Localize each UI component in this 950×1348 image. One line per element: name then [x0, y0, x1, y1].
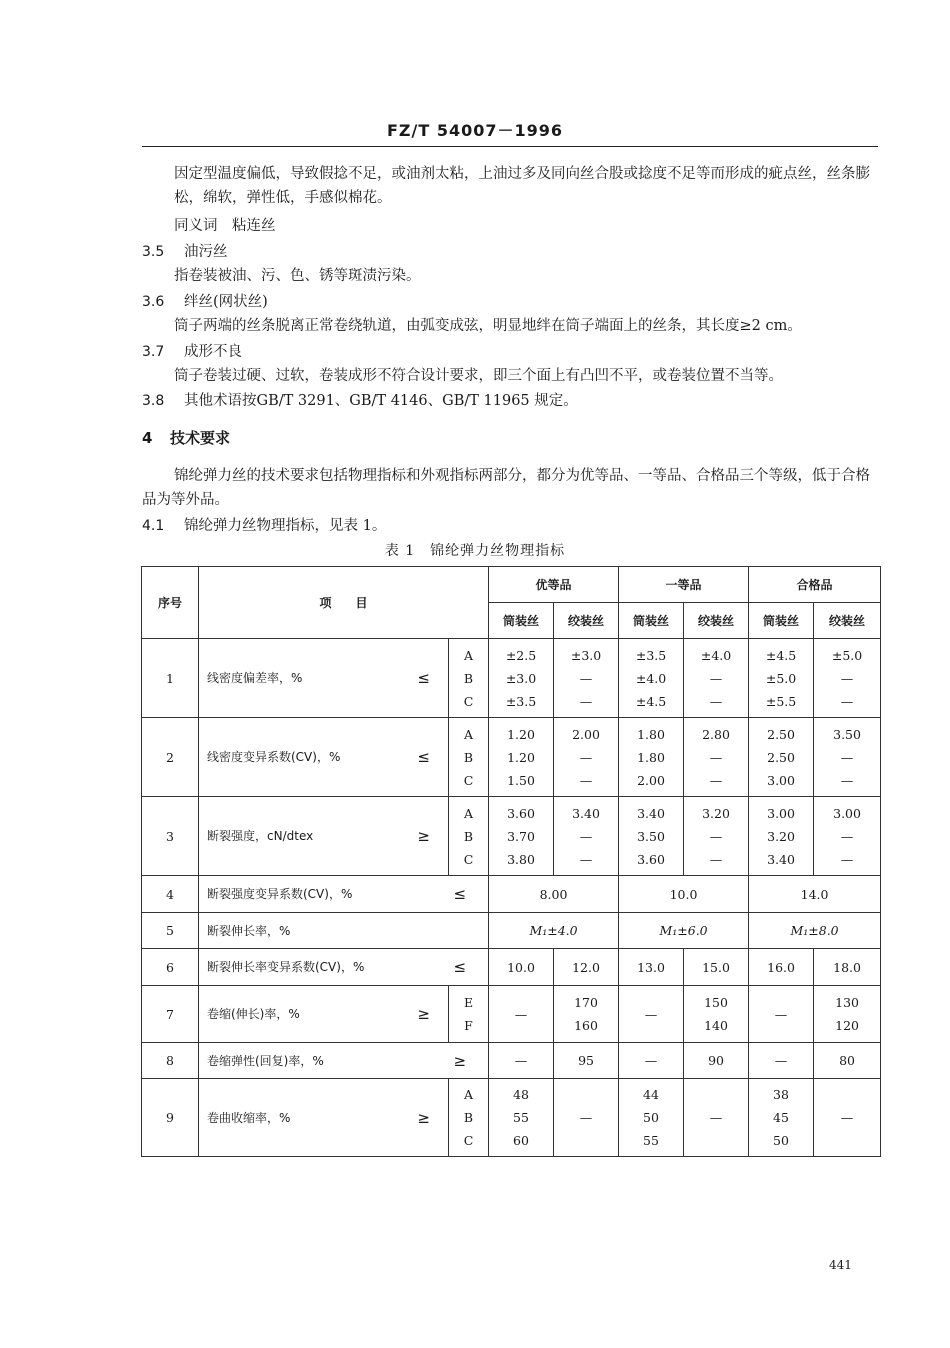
section-3-5-text: 指卷装被油、污、色、锈等斑渍污染。	[174, 268, 421, 284]
value: —	[579, 828, 593, 844]
item-label: 断裂伸长率变异系数(CV)，%	[207, 960, 365, 974]
value: —	[709, 772, 723, 788]
comparison-symbol: ≥	[417, 1108, 430, 1127]
document-header: FZ/T 54007－1996	[386, 121, 564, 140]
value: —	[579, 670, 593, 686]
section-number: 4	[142, 429, 153, 447]
value: 38	[773, 1087, 789, 1102]
comparison-symbol: ≥	[453, 1051, 467, 1070]
section-title: 成形不良	[184, 344, 242, 360]
value: ±3.5	[505, 693, 537, 709]
value: ±4.5	[765, 647, 797, 663]
value-cell: 13.0	[619, 949, 684, 986]
value: ±4.0	[700, 647, 732, 663]
value-cell	[749, 639, 814, 718]
section-number: 4.1	[142, 518, 165, 534]
row-number: 3	[142, 797, 199, 876]
value-cell: 12.0	[554, 949, 619, 986]
physical-index-table	[141, 566, 881, 1157]
value: —	[840, 670, 854, 686]
value-cell: 16.0	[749, 949, 814, 986]
value: —	[709, 828, 723, 844]
para-text: 因定型温度偏低，导致假捻不足，或油剂太粘，上油过多及同向丝合股或捻度不足等而形成的疵点丝，丝条膨松，绵软，弹性低，手感似棉花。	[174, 166, 870, 206]
row-number: 6	[142, 949, 199, 986]
class-label: C	[463, 851, 474, 867]
table-row	[142, 1079, 881, 1157]
col-header-grade-qualified: 合格品	[749, 567, 881, 603]
value: 1.20	[507, 749, 535, 765]
class-cell	[449, 1079, 489, 1157]
value: 3.20	[767, 828, 795, 844]
value-cell: M₁±4.0	[489, 913, 619, 949]
class-cell	[449, 797, 489, 876]
col-header-bobbin: 筒装丝	[619, 603, 684, 639]
value: 3.50	[833, 726, 861, 742]
value: 140	[704, 1018, 728, 1033]
col-header-bobbin: 筒装丝	[749, 603, 814, 639]
value-cell: —	[489, 986, 554, 1043]
item-label: 卷缩(伸长)率，%	[207, 1007, 300, 1021]
comparison-symbol: ≤	[417, 669, 430, 687]
value: 3.40	[572, 805, 600, 821]
row-item: 断裂伸长率，%	[199, 913, 489, 949]
row-item	[199, 718, 449, 797]
class-label: E	[463, 995, 474, 1010]
section-number: 3.7	[142, 344, 165, 360]
row-number: 2	[142, 718, 199, 797]
section-3-5-heading	[142, 240, 882, 264]
row-item	[199, 986, 449, 1043]
value-cell: —	[814, 1079, 881, 1157]
row-item	[199, 797, 449, 876]
page-number: 441	[829, 1258, 852, 1272]
value: ±5.5	[765, 693, 797, 709]
value-cell	[684, 639, 749, 718]
value: 3.80	[507, 851, 535, 867]
comparison-symbol: ≥	[417, 827, 430, 845]
value-cell: 14.0	[749, 876, 881, 913]
table-row	[142, 1043, 881, 1079]
section-title: 绊丝(网状丝)	[184, 294, 268, 310]
section-number: 3.6	[142, 294, 165, 310]
row-item	[199, 949, 489, 986]
section-text: 锦纶弹力丝物理指标，见表 1。	[184, 518, 387, 534]
class-label: B	[463, 749, 474, 765]
value-cell: —	[619, 986, 684, 1043]
value-cell: —	[554, 1079, 619, 1157]
value: 1.80	[637, 726, 665, 742]
section-3-6-heading	[142, 290, 882, 314]
class-label: C	[463, 772, 474, 788]
value-cell	[814, 718, 881, 797]
item-label: 线密度偏差率，%	[207, 671, 303, 685]
value-cell	[814, 639, 881, 718]
value: 45	[773, 1110, 789, 1125]
section-3-6-text: 筒子两端的丝条脱离正常卷绕轨道，由弧变成弦，明显地绊在筒子端面上的丝条，其长度≥2 cm。	[174, 318, 802, 334]
value-cell: 15.0	[684, 949, 749, 986]
row-number: 8	[142, 1043, 199, 1079]
value: ±3.5	[635, 647, 667, 663]
col-header-no: 序号	[142, 567, 199, 639]
value: ±3.0	[570, 647, 602, 663]
class-label: C	[463, 693, 474, 709]
section-3-8	[142, 389, 882, 413]
class-cell	[449, 986, 489, 1043]
class-label: A	[463, 1087, 474, 1102]
class-label: A	[463, 647, 474, 663]
value: 2.50	[767, 726, 795, 742]
class-cell	[449, 639, 489, 718]
value: ±5.0	[831, 647, 863, 663]
value: —	[840, 772, 854, 788]
value-cell	[554, 639, 619, 718]
row-number: 1	[142, 639, 199, 718]
item-label: 卷曲收缩率，%	[207, 1110, 291, 1125]
value-cell	[489, 639, 554, 718]
value: —	[840, 851, 854, 867]
section-4-text: 锦纶弹力丝的技术要求包括物理指标和外观指标两部分，都分为优等品、一等品、合格品三个等级，低于合格品为等外品。	[142, 468, 870, 508]
value: 3.40	[767, 851, 795, 867]
value-cell: —	[489, 1043, 554, 1079]
value: —	[579, 749, 593, 765]
value: 1.20	[507, 726, 535, 742]
class-label: A	[463, 805, 474, 821]
section-text: 其他术语按GB/T 3291、GB/T 4146、GB/T 11965 规定。	[184, 393, 578, 409]
value: 50	[643, 1110, 659, 1125]
value-cell	[489, 797, 554, 876]
value: 3.70	[507, 828, 535, 844]
table-row	[142, 639, 881, 718]
value: 55	[643, 1133, 659, 1148]
row-number: 9	[142, 1079, 199, 1157]
value: 2.80	[702, 726, 730, 742]
class-cell	[449, 718, 489, 797]
value-cell: —	[684, 1079, 749, 1157]
value: 3.40	[637, 805, 665, 821]
col-header-hank: 绞装丝	[554, 603, 619, 639]
section-3-7-heading	[142, 340, 882, 364]
row-number: 7	[142, 986, 199, 1043]
table-row	[142, 913, 881, 949]
comparison-symbol: ≤	[453, 958, 467, 976]
value: —	[579, 772, 593, 788]
item-label: 线密度变异系数(CV)，%	[207, 750, 341, 764]
value: —	[709, 693, 723, 709]
table-row	[142, 876, 881, 913]
value-cell: 95	[554, 1043, 619, 1079]
value: 3.00	[833, 805, 861, 821]
class-label: B	[463, 670, 474, 686]
col-header-item: 项 目	[199, 567, 489, 639]
value-cell: 18.0	[814, 949, 881, 986]
section-number: 3.5	[142, 244, 165, 260]
table-row	[142, 986, 881, 1043]
synonym-line: 同义词 粘连丝	[174, 218, 276, 234]
item-label: 断裂强度变异系数(CV)，%	[207, 887, 353, 901]
table-caption: 表 1 锦纶弹力丝物理指标	[384, 543, 566, 559]
header-row-grades	[142, 567, 881, 603]
value: 170	[574, 995, 598, 1010]
class-label: B	[463, 1110, 474, 1125]
value: 2.00	[572, 726, 600, 742]
value: 3.50	[637, 828, 665, 844]
col-header-bobbin: 筒装丝	[489, 603, 554, 639]
col-header-hank: 绞装丝	[814, 603, 881, 639]
value-cell: —	[749, 1043, 814, 1079]
class-label: F	[464, 1018, 473, 1033]
value-cell: M₁±6.0	[619, 913, 749, 949]
value: 48	[513, 1087, 529, 1102]
value: 130	[835, 995, 859, 1010]
section-number: 3.8	[142, 393, 165, 409]
value: ±3.0	[505, 670, 537, 686]
value-cell	[489, 1079, 554, 1157]
value: 3.20	[702, 805, 730, 821]
value-cell	[619, 797, 684, 876]
value: —	[840, 693, 854, 709]
value-cell	[814, 797, 881, 876]
row-number: 5	[142, 913, 199, 949]
class-label: A	[463, 726, 474, 742]
value-cell	[619, 1079, 684, 1157]
value: 2.50	[767, 749, 795, 765]
value-cell	[684, 986, 749, 1043]
value-cell	[619, 718, 684, 797]
value: 1.80	[637, 749, 665, 765]
table-row	[142, 949, 881, 986]
value: 150	[704, 995, 728, 1010]
col-header-grade-first: 一等品	[619, 567, 749, 603]
table-row	[142, 797, 881, 876]
item-label: 卷缩弹性(回复)率，%	[207, 1053, 324, 1068]
value-cell	[749, 1079, 814, 1157]
value-cell: M₁±8.0	[749, 913, 881, 949]
value: —	[579, 851, 593, 867]
value-cell: 80	[814, 1043, 881, 1079]
section-title: 油污丝	[184, 244, 228, 260]
value-cell: 10.0	[489, 949, 554, 986]
value: 3.00	[767, 805, 795, 821]
comparison-symbol: ≤	[453, 885, 467, 903]
value: 50	[773, 1133, 789, 1148]
row-item	[199, 876, 489, 913]
value: 44	[643, 1087, 659, 1102]
value: ±4.0	[635, 670, 667, 686]
col-header-hank: 绞装丝	[684, 603, 749, 639]
section-4-heading	[142, 426, 882, 451]
value-cell: 10.0	[619, 876, 749, 913]
value-cell	[554, 718, 619, 797]
section-title: 技术要求	[170, 429, 231, 447]
item-label: 断裂强度，cN/dtex	[207, 829, 314, 843]
row-item	[199, 639, 449, 718]
value: 120	[835, 1018, 859, 1033]
value-cell	[489, 718, 554, 797]
value-cell: —	[749, 986, 814, 1043]
paragraph-continued	[142, 162, 882, 210]
value-cell	[619, 639, 684, 718]
value-cell	[814, 986, 881, 1043]
value: —	[579, 693, 593, 709]
value: 2.00	[637, 772, 665, 788]
value: —	[709, 749, 723, 765]
row-item	[199, 1079, 449, 1157]
value: 55	[513, 1110, 529, 1125]
value-cell	[749, 797, 814, 876]
value-cell	[684, 718, 749, 797]
col-header-grade-premium: 优等品	[489, 567, 619, 603]
value-cell: —	[619, 1043, 684, 1079]
comparison-symbol: ≤	[417, 748, 430, 766]
value-cell: 90	[684, 1043, 749, 1079]
value-cell	[749, 718, 814, 797]
value: —	[840, 749, 854, 765]
header-rule	[142, 146, 878, 147]
value: 60	[513, 1133, 529, 1148]
section-3-7-text: 筒子卷装过硬、过软，卷装成形不符合设计要求，即三个面上有凸凹不平，或卷装位置不当等。	[174, 368, 783, 384]
value-cell: 8.00	[489, 876, 619, 913]
value: —	[840, 828, 854, 844]
value: —	[709, 670, 723, 686]
value: 160	[574, 1018, 598, 1033]
value-cell	[554, 797, 619, 876]
comparison-symbol: ≥	[417, 1005, 430, 1023]
class-label: B	[463, 828, 474, 844]
table-row	[142, 718, 881, 797]
value: ±5.0	[765, 670, 797, 686]
row-item	[199, 1043, 489, 1079]
row-number: 4	[142, 876, 199, 913]
value: 3.00	[767, 772, 795, 788]
value: —	[709, 851, 723, 867]
value: 3.60	[637, 851, 665, 867]
value-cell	[554, 986, 619, 1043]
section-4-1	[142, 514, 882, 538]
value: 3.60	[507, 805, 535, 821]
value: ±2.5	[505, 647, 537, 663]
value: ±4.5	[635, 693, 667, 709]
value: 1.50	[507, 772, 535, 788]
class-label: C	[463, 1133, 474, 1148]
value-cell	[684, 797, 749, 876]
